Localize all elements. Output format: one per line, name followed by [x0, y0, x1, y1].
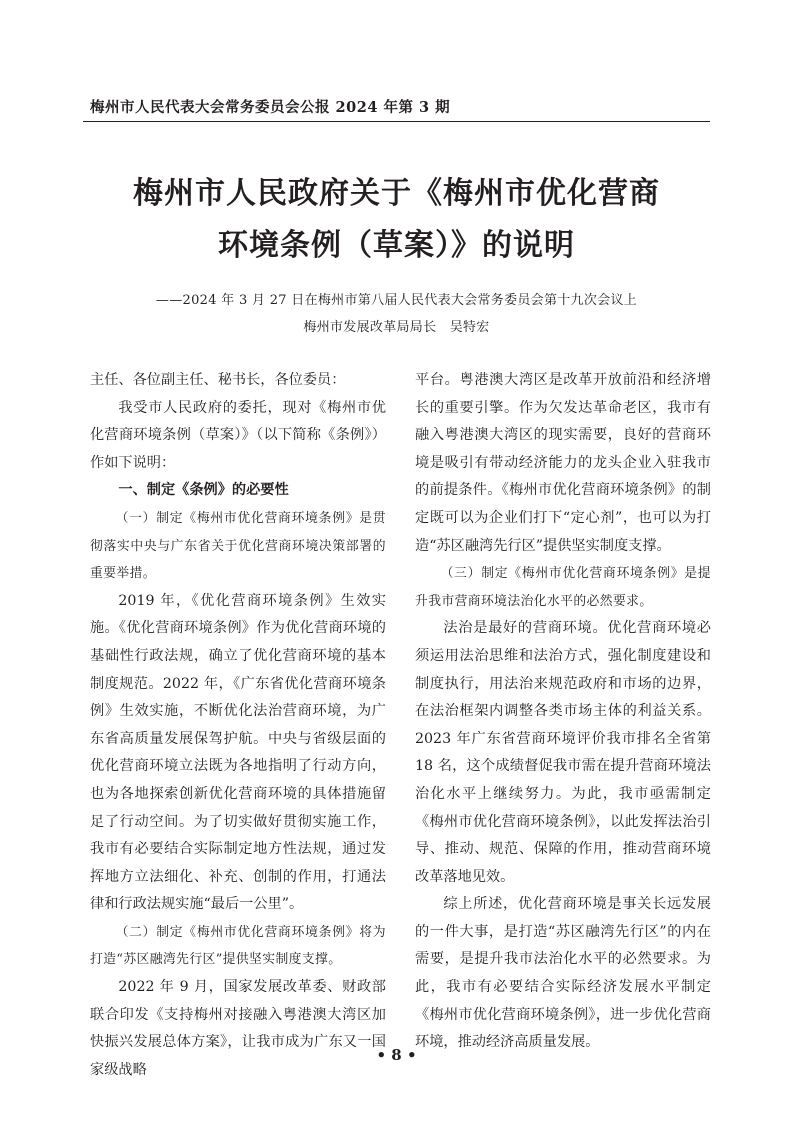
running-header: 梅州市人民代表大会常务委员会公报 2024 年第 3 期 [90, 99, 451, 116]
paragraph: 平台。粤港澳大湾区是改革开放前沿和经济增长的重要引擎。作为欠发达革命老区，我市有融入粤港澳大湾区的现实需要，良好的营商环境是吸引有带动经济能力的龙头企业入驻我市的前提条件。《梅州市优化营商环境条例》的制定既可以为企业们打下“定心剂”，也可以为打造“苏区融湾先行区”提供坚实制度支撑。 [415, 372, 711, 554]
subsection-heading: （一）制定《梅州市优化营商环境条例》是贯彻落实中央与广东省关于优化营商环境决策部署的重要举措。 [90, 510, 386, 582]
subsection-heading: （二）制定《梅州市优化营商环境条例》将为打造“苏区融湾先行区”提供坚实制度支撑。 [90, 924, 386, 968]
page-number: • 8 • [376, 1046, 417, 1064]
subtitle-line-2: 梅州市发展改革局局长 吴特宏 [303, 320, 490, 335]
title-line-2: 环境条例（草案）》的说明 [218, 228, 575, 263]
header-rule [83, 121, 710, 122]
document-title [83, 168, 710, 272]
salutation: 主任、各位副主任、秘书长，各位委员： [90, 372, 346, 388]
paragraph: 综上所述，优化营商环境是事关长远发展的一件大事，是打造“苏区融湾先行区”的内在需要，是提升我市法治化水平的必然要求。为此，我市有必要结合实际经济发展水平制定《梅州市优化营商环境条例》，进一步优化营商环境，推动经济高质量发展。 [415, 896, 711, 1051]
paragraph: 法治是最好的营商环境。优化营商环境必须运用法治思维和法治方式，强化制度建设和制度执行，用法治来规范政府和市场的边界，在法治框架内调整各类市场主体的利益关系。2023 年广东省营商环境评价我市排名全省第 18 名，这个成绩督促我市需在提升营商环境法治化水平上继续努力。为此，我市亟需制定《梅州市优化营商环境条例》，以此发挥法治引导、推动、规范、保障的作用，推动营商环境改革落地见效。 [415, 620, 711, 885]
subtitle-line-1: ——2024 年 3 月 27 日在梅州市第八届人民代表大会常务委员会第十九次会议上 [155, 293, 638, 308]
subsection-heading: （三）制定《梅州市优化营商环境条例》是提升我市营商环境法治化水平的必然要求。 [415, 566, 711, 609]
paragraph: 我受市人民政府的委托，现对《梅州市优化营商环境条例（草案）》（以下简称《条例》）作如下说明： [90, 399, 386, 471]
right-column [415, 367, 711, 1057]
paragraph: 2019 年，《优化营商环境条例》生效实施。《优化营商环境条例》作为优化营商环境的基础性行政法规，确立了优化营商环境的基本制度规范。2022 年，《广东省优化营商环境条例》生效实施，不断优化法治营商环境，为广东省高质量发展保驾护航。中央与省级层面的优化营商环境立法既为各地指明了行动方向，也为各地探索创新优化营商环境的具体措施留足了行动空间。为了切实做好贯彻实施工作，我市有必要结合实际制定地方性法规，通过发挥地方立法细化、补充、创制的作用，打通法律和行政法规实施“最后一公里”。 [90, 592, 386, 913]
paragraph: 2022 年 9 月，国家发展改革委、财政部联合印发《支持梅州对接融入粤港澳大湾区加快振兴发展总体方案》，让我市成为广东又一国家级战略 [90, 979, 386, 1078]
section-heading: 一、制定《条例》的必要性 [118, 482, 289, 499]
title-line-1: 梅州市人民政府关于《梅州市优化营商 [133, 176, 660, 211]
document-subtitle [83, 287, 710, 341]
left-column [90, 367, 386, 1084]
